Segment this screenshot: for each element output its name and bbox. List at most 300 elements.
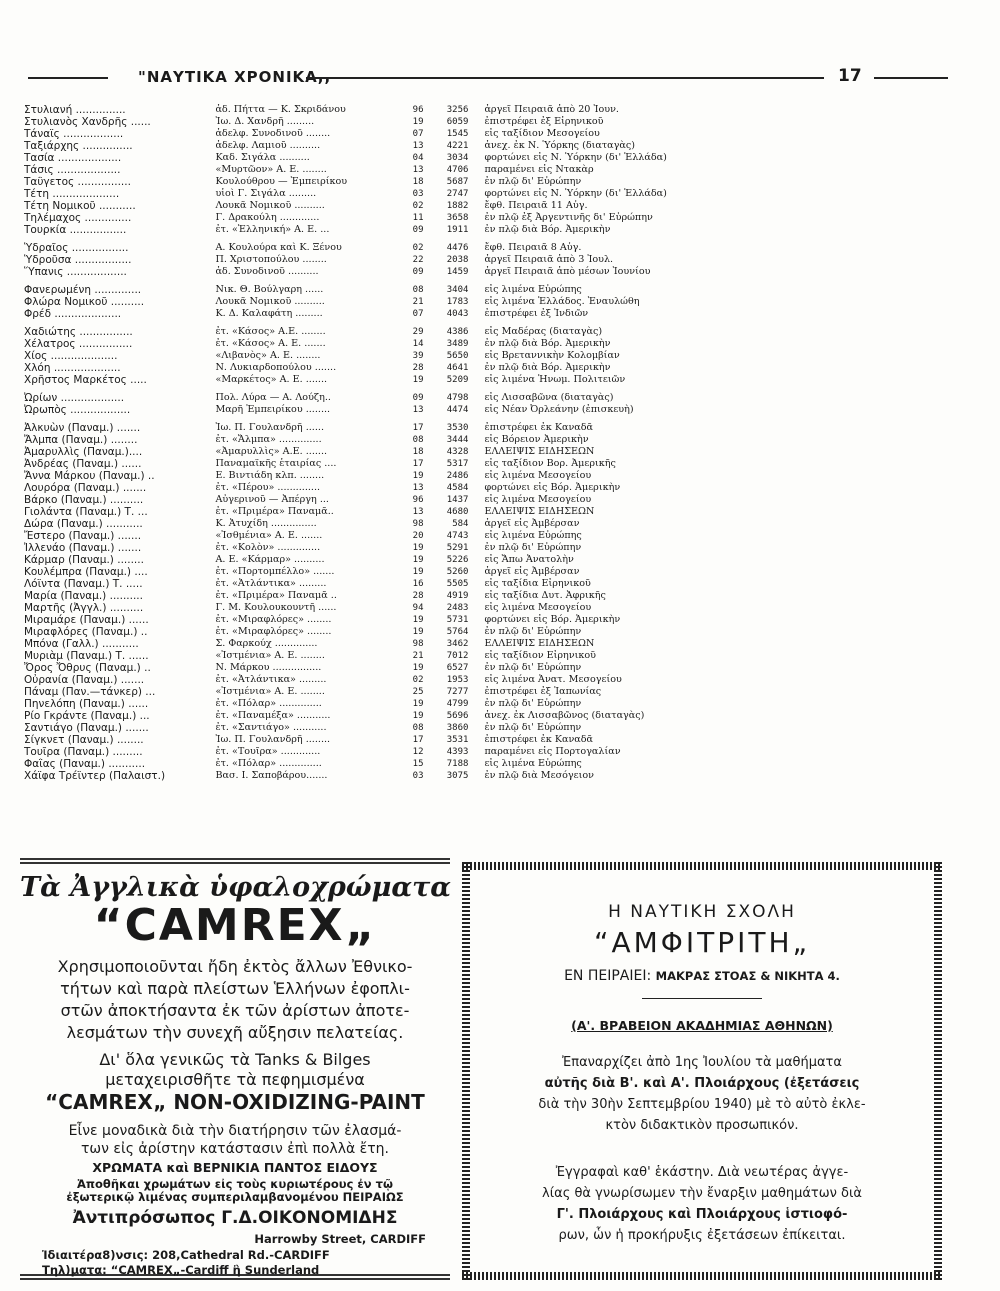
ship-owner: ἐτ. «Κάσος» Α. Ε. ....... bbox=[215, 338, 326, 349]
ship-owner: ἐτ. «Τουῖρα» ............. bbox=[215, 746, 321, 757]
ship-movement: ἐν πλῷ διὰ Βόρ. Ἀμερικὴν bbox=[484, 338, 611, 349]
tonnage: 3658 bbox=[446, 213, 469, 223]
build-year: 04 bbox=[412, 153, 424, 163]
ship-group bbox=[24, 242, 714, 278]
school-address: ΜΑΚΡΑΣ ΣΤΟΑΣ & ΝΙΚΗΤΑ 4. bbox=[655, 969, 840, 983]
ship-owner: Αὐγερινοῦ — Ἀπέργη ... bbox=[215, 494, 329, 505]
table-row bbox=[24, 188, 714, 200]
ship-movement: εἰς Νέαν Ὀρλεάνην (ἐπισκευὴ) bbox=[484, 404, 634, 415]
tonnage: 4641 bbox=[446, 363, 469, 373]
camrex-product: “CAMREX„ NON-OXIDIZING-PAINT bbox=[45, 1090, 425, 1114]
ship-name: Χλόη .................... bbox=[24, 362, 121, 374]
tonnage: 5226 bbox=[446, 555, 469, 565]
camrex-address: Ἰδιαιτέρα8)νσις: 208,Cathedral Rd.-CARDIFF bbox=[42, 1248, 330, 1262]
ship-owner: ἀδελφ. Λαμιοῦ .......... bbox=[215, 140, 321, 151]
tonnage: 3444 bbox=[446, 435, 469, 445]
tonnage: 3462 bbox=[446, 639, 469, 649]
build-year: 02 bbox=[412, 675, 424, 685]
ship-movement: ἀργεῖ Πειραιᾶ ἀπὸ μέσων Ἰουνίου bbox=[484, 266, 651, 277]
build-year: 28 bbox=[412, 363, 424, 373]
table-row bbox=[24, 422, 714, 434]
ship-owner: Κ. Ἀτυχίδη ............... bbox=[215, 518, 317, 529]
ship-owner: ἐτ. «Πέρου» .............. bbox=[215, 482, 321, 493]
build-year: 28 bbox=[412, 591, 424, 601]
ship-movement: εἰς λιμένα Ἡνωμ. Πολιτειῶν bbox=[484, 374, 626, 385]
tonnage: 3531 bbox=[446, 735, 469, 745]
ship-movement: ἐπιστρέφει ἐκ Καναδᾶ bbox=[484, 734, 594, 745]
ship-owner: ἐτ. «Πριμέρα» Παναμᾶ.. bbox=[215, 506, 334, 517]
ship-owner: «Μυρτῶον» Α. Ε. ........ bbox=[215, 164, 327, 175]
tonnage: 2486 bbox=[446, 471, 469, 481]
ship-owner: Ἰω. Π. Γουλανδρῆ ...... bbox=[215, 422, 325, 433]
build-year: 09 bbox=[412, 225, 424, 235]
ship-owner: Κουλούθρου — Ἐμπειρίκου bbox=[215, 176, 348, 187]
tonnage: 4584 bbox=[446, 483, 469, 493]
build-year: 20 bbox=[412, 531, 424, 541]
build-year: 13 bbox=[412, 483, 424, 493]
table-row bbox=[24, 350, 714, 362]
ship-owner: ἐτ. «Πόλαρ» .............. bbox=[215, 758, 322, 769]
ship-movement: ἐπιστρέφει ἐξ Εἰρηνικοῦ bbox=[484, 116, 604, 127]
table-row bbox=[24, 734, 714, 746]
tonnage: 5260 bbox=[446, 567, 469, 577]
ship-group bbox=[24, 422, 714, 782]
ship-name: Χαδιώτης ................ bbox=[24, 326, 133, 338]
ship-movement: ἐπιστρέφει ἐκ Καναδᾶ bbox=[484, 422, 594, 433]
ship-movement: εἰς λιμένα Εὐρώπης bbox=[484, 530, 582, 541]
build-year: 13 bbox=[412, 507, 424, 517]
tonnage: 4799 bbox=[446, 699, 469, 709]
camrex-street: Harrowby Street, CARDIFF bbox=[254, 1232, 426, 1246]
table-row bbox=[24, 614, 714, 626]
ship-name: Χίος .................... bbox=[24, 350, 118, 362]
ship-name: Τουρκία ................. bbox=[24, 224, 127, 236]
ship-name: Σαντιάγο (Παναμ.) ....... bbox=[24, 722, 149, 734]
table-row bbox=[24, 710, 714, 722]
table-row bbox=[24, 626, 714, 638]
ship-name: Οὐρανία (Παναμ.) ....... bbox=[24, 674, 145, 686]
school-heading: Η ΝΑΥΤΙΚΗ ΣΧΟΛΗ bbox=[608, 902, 796, 922]
ship-movement: εἰς λιμένα Μεσογείου bbox=[484, 494, 592, 505]
ship-movements-table bbox=[24, 104, 714, 788]
tonnage: 3034 bbox=[446, 153, 469, 163]
table-row bbox=[24, 554, 714, 566]
tonnage: 1459 bbox=[446, 267, 469, 277]
ship-name: Ὑδραῖος ................. bbox=[24, 242, 129, 254]
table-row bbox=[24, 200, 714, 212]
build-year: 94 bbox=[412, 603, 424, 613]
school-para1-line: αὐτῆς διὰ Β'. καὶ Α'. Πλοιάρχους (ἐξετάσεις bbox=[544, 1076, 860, 1091]
tonnage: 7188 bbox=[446, 759, 469, 769]
table-row bbox=[24, 662, 714, 674]
ship-movement: φορτώνει εἰς Βόρ. Ἀμερικὴν bbox=[484, 614, 621, 625]
table-row bbox=[24, 374, 714, 386]
build-year: 19 bbox=[412, 543, 424, 553]
ship-movement: εἰς λιμένα Μεσογείου bbox=[484, 470, 592, 481]
ship-name: Δώρα (Παναμ.) ........... bbox=[24, 518, 143, 530]
ship-owner: Ν. Μάρκου ................ bbox=[215, 662, 322, 673]
build-year: 02 bbox=[412, 243, 424, 253]
build-year: 19 bbox=[412, 711, 424, 721]
ship-owner: Ἰω. Δ. Χανδρῆ ......... bbox=[215, 116, 315, 127]
ship-movement: ἐν πλῷ δι' Εὐρώπην bbox=[484, 542, 582, 553]
ship-owner: Νικ. Θ. Βούλγαρη ...... bbox=[215, 284, 324, 295]
table-row bbox=[24, 296, 714, 308]
ship-name: Χρῆστος Μαρκέτος ..... bbox=[24, 374, 147, 386]
ship-group bbox=[24, 392, 714, 416]
ship-name: Ἀμαρυλλὶς (Παναμ.).... bbox=[24, 446, 143, 458]
tonnage: 1545 bbox=[446, 129, 469, 139]
ship-name: Γιολάντα (Παναμ.) Τ. ... bbox=[24, 506, 148, 518]
camrex-body-line: Χρησιμοποιοῦνται ἤδη ἐκτὸς ἄλλων Ἐθνικο- bbox=[57, 957, 413, 976]
school-para1-line: Ἐπαναρχίζει ἀπὸ 1ης Ἰουλίου τὰ μαθήματα bbox=[562, 1055, 842, 1070]
ship-movement: ΕΛΛΕΙΨΙΣ ΕΙΔΗΣΕΩΝ bbox=[484, 446, 595, 457]
ship-owner: Κ. Δ. Καλαφάτη ......... bbox=[215, 308, 323, 319]
ship-movement: παραμένει εἰς Ντακὰρ bbox=[484, 164, 594, 175]
ship-name: Κουλέμπρα (Παναμ.) .... bbox=[24, 566, 148, 578]
table-row bbox=[24, 602, 714, 614]
ship-movement: εἰς Βόρειον Ἀμερικὴν bbox=[484, 434, 589, 445]
tonnage: 5291 bbox=[446, 543, 469, 553]
camrex-colors-line: ΧΡΩΜΑΤΑ καὶ ΒΕΡΝΙΚΙΑ ΠΑΝΤΟΣ ΕΙΔΟΥΣ bbox=[92, 1160, 378, 1175]
table-row bbox=[24, 494, 714, 506]
ship-name: Χάϊφα Τρέϊντερ (Παλαιστ.) bbox=[24, 770, 166, 782]
camrex-warehouse-line: Ἀποθῆκαι χρωμάτων εἰς τοὺς κυριωτέρους ἐν τῷ bbox=[77, 1177, 393, 1191]
ship-movement: εἰς λιμένα Εὐρώπης bbox=[484, 758, 582, 769]
ship-owner: ἐτ. «Ἀτλάντικα» ......... bbox=[215, 674, 327, 685]
table-row bbox=[24, 284, 714, 296]
ship-name: Μαρτῆς (Ἀγγλ.) .......... bbox=[24, 602, 144, 614]
ship-name: Ἀλκυὼν (Παναμ.) ....... bbox=[24, 422, 141, 434]
ship-name: Ρίο Γκράντε (Παναμ.) ... bbox=[24, 710, 150, 722]
ship-movement: ἐν πλῷ διὰ Μεσόγειον bbox=[484, 770, 594, 781]
tonnage: 5505 bbox=[446, 579, 469, 589]
camrex-tanks-line: Δι' ὅλα γενικῶς τὰ Tanks & Bilges bbox=[99, 1050, 371, 1069]
tonnage: 5209 bbox=[446, 375, 469, 385]
ship-owner: Ν. Λυκιαρδοπούλου ....... bbox=[215, 362, 337, 373]
build-year: 25 bbox=[412, 687, 424, 697]
build-year: 08 bbox=[412, 723, 424, 733]
table-row bbox=[24, 458, 714, 470]
table-row bbox=[24, 128, 714, 140]
ship-movement: φορτώνει εἰς Ν. Ὑόρκην (δι' Ἑλλάδα) bbox=[484, 152, 667, 163]
tonnage: 4680 bbox=[446, 507, 469, 517]
ship-movement: ἀργεῖ εἰς Ἀμβέρσαν bbox=[484, 566, 580, 577]
school-para2-line: Γ'. Πλοιάρχους καὶ Πλοιάρχους ἱστιοφό- bbox=[556, 1207, 848, 1222]
table-row bbox=[24, 308, 714, 320]
table-row bbox=[24, 590, 714, 602]
table-row bbox=[24, 152, 714, 164]
ship-name: Ἄλμπα (Παναμ.) ........ bbox=[24, 434, 138, 446]
ship-owner: Σ. Φαρκούχ .............. bbox=[215, 638, 318, 649]
tonnage: 5696 bbox=[446, 711, 469, 721]
ship-name: Στυλιανή ............... bbox=[24, 104, 126, 116]
ship-name: Μπόνα (Γαλλ.) ........... bbox=[24, 638, 139, 650]
ship-movement: εἰς λιμένα Ἀνατ. Μεσογείου bbox=[484, 674, 622, 685]
build-year: 13 bbox=[412, 405, 424, 415]
ship-movement: ἐν πλῷ διὰ Βόρ. Ἀμερικὴν bbox=[484, 362, 611, 373]
ship-name: Τουῖρα (Παναμ.) ......... bbox=[24, 746, 143, 758]
tonnage: 4221 bbox=[446, 141, 469, 151]
build-year: 96 bbox=[412, 105, 424, 115]
ship-owner: ἐτ. «Σαντιάγο» ........... bbox=[215, 722, 327, 733]
school-award: (Α'. ΒΡΑΒΕΙΟΝ ΑΚΑΔΗΜΙΑΣ ΑΘΗΝΩΝ) bbox=[571, 1018, 833, 1033]
ship-movement: ἔφθ. Πειραιᾶ 11 Αὐγ. bbox=[484, 200, 588, 211]
ornamental-border-left bbox=[462, 862, 470, 1280]
ship-owner: Ἰω. Π. Γουλανδρῆ ........ bbox=[215, 734, 331, 745]
table-row bbox=[24, 446, 714, 458]
tonnage: 3404 bbox=[446, 285, 469, 295]
ornamental-border-top bbox=[462, 862, 942, 870]
ship-movement: φορτώνει εἰς Βόρ. Ἀμερικὴν bbox=[484, 482, 621, 493]
table-row bbox=[24, 578, 714, 590]
build-year: 17 bbox=[412, 735, 424, 745]
ship-name: Βάρκο (Παναμ.) .......... bbox=[24, 494, 144, 506]
tonnage: 584 bbox=[452, 519, 469, 529]
tonnage: 3489 bbox=[446, 339, 469, 349]
camrex-body2-line: Εἶνε μοναδικὰ διὰ τὴν διατήρησιν τῶν ἐλασμά- bbox=[68, 1123, 402, 1139]
ship-owner: Γ. Μ. Κουλουκουντῆ ...... bbox=[215, 602, 337, 613]
ship-name: Ὕπανις .................. bbox=[24, 266, 127, 278]
tonnage: 4743 bbox=[446, 531, 469, 541]
ship-movement: εἰς λιμένα Μεσογείου bbox=[484, 602, 592, 613]
tonnage: 5764 bbox=[446, 627, 469, 637]
ship-group bbox=[24, 104, 714, 236]
ship-name: Ὑδροῦσα ................. bbox=[24, 254, 132, 266]
build-year: 96 bbox=[412, 495, 424, 505]
ship-owner: «Ἀμαρυλλὶς» Α.Ε. ....... bbox=[215, 446, 328, 457]
tonnage: 1783 bbox=[446, 297, 469, 307]
build-year: 15 bbox=[412, 759, 424, 769]
table-row bbox=[24, 104, 714, 116]
ship-name: Τέτη .................... bbox=[24, 188, 120, 200]
tonnage: 4919 bbox=[446, 591, 469, 601]
build-year: 19 bbox=[412, 627, 424, 637]
ship-owner: ἐτ. «Κολὸν» .............. bbox=[215, 542, 321, 553]
ship-name: Φανερωμένη .............. bbox=[24, 284, 142, 296]
camrex-body-line: στῶν ἀποκτήσαντα ἐκ τῶν ἀρίστων ἀποτε- bbox=[60, 1001, 410, 1020]
ship-movement: ἐπιστρέφει ἐξ Ἰαπωνίας bbox=[484, 686, 602, 697]
camrex-advertisement bbox=[20, 858, 450, 1280]
table-row bbox=[24, 266, 714, 278]
camrex-body bbox=[20, 956, 450, 1044]
tonnage: 4474 bbox=[446, 405, 469, 415]
table-row bbox=[24, 254, 714, 266]
ship-movement: εἰς Ἄπω Ἀνατολὴν bbox=[484, 554, 574, 565]
camrex-agent: Ἀντιπρόσωπος Γ.Δ.ΟΙΚΟΝΟΜΙΔΗΣ bbox=[72, 1208, 398, 1228]
ship-name: Φαΐας (Παναμ.) ........... bbox=[24, 758, 146, 770]
table-row bbox=[24, 482, 714, 494]
ship-owner: Α. Ε. «Κάρμαρ» .......... bbox=[215, 554, 325, 565]
ship-movement: ἐν πλῷ δι' Εὐρώπην bbox=[484, 662, 582, 673]
ship-movement: εἰς ταξίδια Δυτ. Ἀφρικῆς bbox=[484, 590, 606, 601]
ship-owner: ἐτ. «Παναμέξα» ........... bbox=[215, 710, 331, 721]
ship-name: Φρέδ .................... bbox=[24, 308, 122, 320]
ship-owner: «Λιβανὸς» Α. Ε. ........ bbox=[215, 350, 321, 361]
build-year: 18 bbox=[412, 447, 424, 457]
ship-group bbox=[24, 284, 714, 320]
ship-name: Λουρόρα (Παναμ.) ....... bbox=[24, 482, 147, 494]
build-year: 19 bbox=[412, 555, 424, 565]
ship-movement: ΕΛΛΕΙΨΙΣ ΕΙΔΗΣΕΩΝ bbox=[484, 506, 595, 517]
school-para1-line: διὰ τὴν 30ὴν Σεπτεμβρίου 1940) μὲ τὸ αὐτὸ ἐκλε- bbox=[538, 1097, 866, 1112]
ship-movement: ἐπιστρέφει ἐξ Ἰνδιῶν bbox=[484, 308, 589, 319]
tonnage: 1437 bbox=[446, 495, 469, 505]
tonnage: 4706 bbox=[446, 165, 469, 175]
ship-owner: ἀδ. Συνοδινοῦ .......... bbox=[215, 266, 319, 277]
ship-movement: παραμένει εἰς Πορτογαλίαν bbox=[484, 746, 621, 757]
build-year: 22 bbox=[412, 255, 424, 265]
ship-name: Πάναμ (Παν.—τάνκερ) ... bbox=[24, 686, 156, 698]
camrex-body2-line: των εἰς ἀρίστην κατάστασιν ἐπὶ πολλὰ ἔτη. bbox=[81, 1141, 389, 1157]
ship-name: Ταξιάρχης ............... bbox=[24, 140, 133, 152]
table-row bbox=[24, 212, 714, 224]
tonnage: 7012 bbox=[446, 651, 469, 661]
ship-owner: ἀδ. Πήττα — Κ. Σκριδάνου bbox=[215, 104, 346, 115]
table-row bbox=[24, 530, 714, 542]
ship-owner: Παναμαϊκῆς ἑταιρίας .... bbox=[215, 458, 337, 469]
table-row bbox=[24, 542, 714, 554]
ship-owner: ἐτ. «Ἑλληνική» Α. Ε. ... bbox=[215, 224, 330, 235]
build-year: 98 bbox=[412, 519, 424, 529]
tonnage: 3860 bbox=[446, 723, 469, 733]
school-para1-line: κτὸν διδακτικὸν προσωπικόν. bbox=[605, 1118, 799, 1133]
ship-owner: ἐτ. «Ἄλμπα» .............. bbox=[215, 434, 322, 445]
tonnage: 6059 bbox=[446, 117, 469, 127]
build-year: 14 bbox=[412, 339, 424, 349]
tonnage: 3256 bbox=[446, 105, 469, 115]
ship-movement: ἐν πλῷ δι' Εὐρώπην bbox=[484, 176, 582, 187]
tonnage: 5650 bbox=[446, 351, 469, 361]
table-row bbox=[24, 518, 714, 530]
ship-name: Στυλιανὸς Χανδρῆς ...... bbox=[24, 116, 151, 128]
build-year: 98 bbox=[412, 639, 424, 649]
build-year: 19 bbox=[412, 117, 424, 127]
build-year: 07 bbox=[412, 309, 424, 319]
ship-name: Πηνελόπη (Παναμ.) ...... bbox=[24, 698, 149, 710]
ship-owner: «Μαρκέτος» Α. Ε. ....... bbox=[215, 374, 328, 385]
tonnage: 2483 bbox=[446, 603, 469, 613]
ship-movement: ἀργεῖ Πειραιᾶ ἀπὸ 20 Ἰουν. bbox=[484, 104, 619, 115]
ship-name: Ὄρος Ὄθρυς (Παναμ.) .. bbox=[24, 662, 151, 674]
build-year: 09 bbox=[412, 393, 424, 403]
ship-name: Φλώρα Νομικοῦ .......... bbox=[24, 296, 145, 308]
table-row bbox=[24, 722, 714, 734]
ship-name: Ὠρωπὸς .................. bbox=[24, 404, 131, 416]
ship-name: Ἀνδρέας (Παναμ.) ...... bbox=[24, 458, 142, 470]
ship-name: Σίγκνετ (Παναμ.) ........ bbox=[24, 734, 144, 746]
ship-name: Τάσις ................... bbox=[24, 164, 121, 176]
table-row bbox=[24, 392, 714, 404]
table-row bbox=[24, 164, 714, 176]
build-year: 19 bbox=[412, 471, 424, 481]
ship-owner: Πολ. Λύρα — Α. Λούζη.. bbox=[215, 392, 331, 403]
ship-movement: ἐν πλῷ δι' Εὐρώπην bbox=[484, 722, 582, 733]
tonnage: 4393 bbox=[446, 747, 469, 757]
ship-owner: υἱοὶ Γ. Σιγάλα ......... bbox=[215, 188, 317, 199]
build-year: 08 bbox=[412, 435, 424, 445]
tonnage: 6527 bbox=[446, 663, 469, 673]
camrex-body-line: τήτων καὶ παρὰ πλείστων Ἑλλήνων ἐφοπλι- bbox=[60, 979, 410, 998]
build-year: 02 bbox=[412, 201, 424, 211]
table-row bbox=[24, 770, 714, 782]
ornamental-border-bottom bbox=[462, 1272, 942, 1280]
ship-movement: ἀργεῖ εἰς Ἀμβέρσαν bbox=[484, 518, 580, 529]
ship-owner: ἐτ. «Μιραφλόρες» ........ bbox=[215, 626, 332, 637]
ship-name: Ἔστερο (Παναμ.) ....... bbox=[24, 530, 142, 542]
ship-movement: ἀνεχ. ἐκ Λισσαβῶνος (διαταγὰς) bbox=[484, 710, 645, 721]
camrex-use-line: μεταχειρισθῆτε τὰ πεφημισμένα bbox=[105, 1070, 365, 1089]
ship-name: Κάρμαρ (Παναμ.) ........ bbox=[24, 554, 144, 566]
build-year: 19 bbox=[412, 567, 424, 577]
ship-owner: Λουκᾶ Νομικοῦ .......... bbox=[215, 200, 325, 211]
tonnage: 1882 bbox=[446, 201, 469, 211]
build-year: 19 bbox=[412, 615, 424, 625]
ship-owner: ἐτ. «Πριμέρα» Παναμᾶ .. bbox=[215, 590, 337, 601]
ship-owner: Λουκᾶ Νομικοῦ .......... bbox=[215, 296, 325, 307]
camrex-brand: “CAMREX„ bbox=[93, 900, 377, 951]
ship-owner: Π. Χριστοπούλου ........ bbox=[215, 254, 327, 265]
ship-owner: Καδ. Σιγάλα .......... bbox=[215, 152, 310, 163]
ship-name: Μαρία (Παναμ.) .......... bbox=[24, 590, 143, 602]
table-row bbox=[24, 116, 714, 128]
ship-owner: Μαρῆ Ἐμπειρίκου ........ bbox=[215, 404, 331, 415]
ship-name: Μυριὰμ (Παναμ.) Τ. ...... bbox=[24, 650, 149, 662]
ship-owner: ἐτ. «Μιραφλόρες» ........ bbox=[215, 614, 332, 625]
tonnage: 5731 bbox=[446, 615, 469, 625]
tonnage: 5317 bbox=[446, 459, 469, 469]
table-row bbox=[24, 746, 714, 758]
tonnage: 1953 bbox=[446, 675, 469, 685]
table-row bbox=[24, 506, 714, 518]
build-year: 19 bbox=[412, 663, 424, 673]
build-year: 13 bbox=[412, 165, 424, 175]
build-year: 39 bbox=[412, 351, 424, 361]
build-year: 12 bbox=[412, 747, 424, 757]
ship-owner: «Ἰστμένια» Α. Ε. ........ bbox=[215, 650, 325, 661]
ship-owner: Ε. Βιντιάδη κλπ. ........ bbox=[215, 470, 325, 481]
table-row bbox=[24, 674, 714, 686]
ship-owner: Βασ. Ι. Σαποβάρου....... bbox=[215, 770, 328, 781]
build-year: 09 bbox=[412, 267, 424, 277]
naval-school-advertisement bbox=[462, 862, 942, 1280]
header-rule-middle bbox=[306, 77, 824, 79]
ship-movement: ἐν πλῷ ἐξ Ἀργεντινῆς δι' Εὐρώπην bbox=[484, 212, 653, 223]
school-divider bbox=[642, 998, 762, 999]
school-paragraph-1 bbox=[484, 1052, 920, 1136]
table-row bbox=[24, 362, 714, 374]
build-year: 21 bbox=[412, 297, 424, 307]
tonnage: 1911 bbox=[446, 225, 469, 235]
tonnage: 4476 bbox=[446, 243, 469, 253]
table-row bbox=[24, 758, 714, 770]
ship-owner: «Ἰστμένια» Α. Ε. ........ bbox=[215, 686, 325, 697]
tonnage: 4043 bbox=[446, 309, 469, 319]
camrex-body-line: λεσμάτων τὴν συνεχῆ αὔξησιν πελατείας. bbox=[66, 1023, 404, 1042]
ship-movement: ἐν πλῷ δι' Εὐρώπην bbox=[484, 626, 582, 637]
tonnage: 4328 bbox=[446, 447, 469, 457]
ship-owner: «Ἰσθμένια» Α. Ε. ....... bbox=[215, 530, 323, 541]
ship-name: Χέλατρος ................ bbox=[24, 338, 133, 350]
ship-owner: Γ. Δρακούλη ............. bbox=[215, 212, 320, 223]
ship-owner: ἐτ. «Ἀτλάντικα» ......... bbox=[215, 578, 327, 589]
ship-name: Τέτη Νομικοῦ ........... bbox=[24, 200, 136, 212]
table-row bbox=[24, 176, 714, 188]
ship-movement: εἰς λιμένα Εὐρώπης bbox=[484, 284, 582, 295]
school-para2-line: ρων, ὧν ἡ προκήρυξις ἐξετάσεων ἐπίκειται. bbox=[558, 1228, 846, 1243]
ship-owner: ἀδελφ. Συνοδινοῦ ........ bbox=[215, 128, 331, 139]
ship-name: Ταΰγετος ................ bbox=[24, 176, 131, 188]
